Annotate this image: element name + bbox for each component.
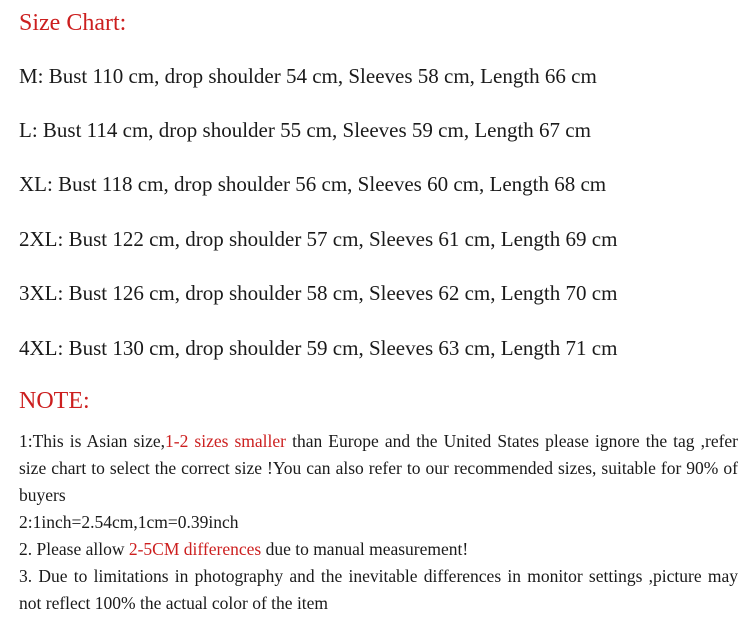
note-title: NOTE: [19,388,90,414]
note-item-conversion: 2:1inch=2.54cm,1cm=0.39inch [19,512,239,532]
note-item-asian-size [19,428,738,509]
size-row-m: M: Bust 110 cm, drop shoulder 54 cm, Sleeves 58 cm, Length 66 cm [19,64,597,88]
size-row-xl: XL: Bust 118 cm, drop shoulder 56 cm, Sleeves 60 cm, Length 68 cm [19,172,607,196]
note-item-3-text-end: due to manual measurement! [261,539,469,559]
note-item-measurement [19,536,738,563]
note-item-3-text-start: 2. Please allow [19,539,129,559]
note-item-1-text-start: 1:This is Asian size, [19,431,166,451]
note-item-1-highlight: 1-2 sizes smaller [165,431,287,451]
note-item-3-highlight: 2-5CM differences [128,539,262,559]
size-chart-title: Size Chart: [19,10,127,36]
size-row-2xl: 2XL: Bust 122 cm, drop shoulder 57 cm, Sleeves 61 cm, Length 69 cm [19,227,618,251]
size-row-4xl: 4XL: Bust 130 cm, drop shoulder 59 cm, Sleeves 63 cm, Length 71 cm [19,336,618,360]
size-row-l: L: Bust 114 cm, drop shoulder 55 cm, Sleeves 59 cm, Length 67 cm [19,118,591,142]
note-item-color-disclaimer: 3. Due to limitations in photography and the inevitable differences in monitor settings ,picture may not reflect 100% the actual color of the item [19,566,738,613]
note-item-1-text-end: than Europe and the United States please ignore the tag ,refer size chart to select the correct size !You can also refer to our recommended sizes, suitable for 90% of buyers [19,431,739,505]
size-row-3xl: 3XL: Bust 126 cm, drop shoulder 58 cm, Sleeves 62 cm, Length 70 cm [19,281,618,305]
notes-section [19,428,738,617]
